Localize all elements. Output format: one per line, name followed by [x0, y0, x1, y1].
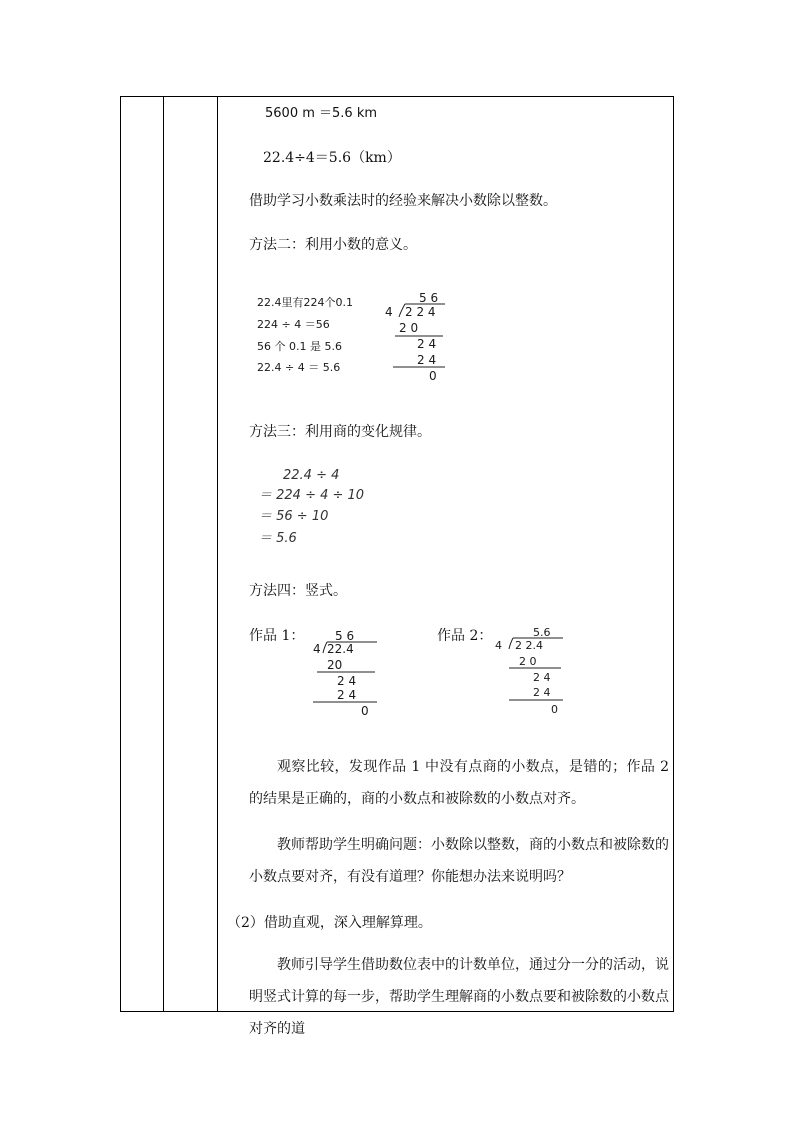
work1-label: 作品 1： [249, 628, 305, 644]
teacher-guide-paragraph: 教师引导学生借助数位表中的计数单位，通过分一分的活动，说明竖式计算的每一步，帮助学生理解商的小数点要和被除数的小数点对齐的道 [249, 957, 669, 1037]
work1-divisor: 4 [313, 642, 321, 656]
work2-long-division [495, 625, 569, 717]
section2-title: （2）借助直观，深入理解算理。 [227, 915, 432, 931]
method4-title: 方法四：竖式。 [249, 583, 347, 599]
method2-step-1: 2 0 [399, 321, 419, 335]
method3-title: 方法三：利用商的变化规律。 [249, 424, 431, 440]
method3-step-2: ＝ 224 ÷ 4 ÷ 10 [259, 488, 365, 503]
method2-note-2: 224 ÷ 4 ＝56 [257, 318, 330, 331]
method2-note-3: 56 个 0.1 是 5.6 [257, 340, 342, 353]
column-divider-1 [163, 97, 164, 1011]
work2-dividend: 2 2.4 [515, 639, 543, 652]
method1-note: 借助学习小数乘法时的经验来解决小数除以整数。 [249, 193, 557, 209]
method2-long-division [383, 291, 453, 383]
equation-line: 22.4÷4＝5.6（km） [263, 150, 401, 166]
method2-note-4: 22.4 ÷ 4 ＝ 5.6 [257, 361, 341, 374]
teacher-question-paragraph: 教师帮助学生明确问题：小数除以整数，商的小数点和被除数的小数点要对齐，有没有道理？你能想办法来说明吗？ [249, 837, 669, 885]
lesson-table [120, 96, 674, 1037]
method2-quotient: 5 6 [419, 291, 439, 305]
work2-step-4: 0 [551, 703, 558, 716]
work1-quotient: 5 6 [335, 629, 355, 643]
method2-step-4: 0 [429, 369, 437, 383]
method2-divisor: 4 [385, 305, 393, 319]
conversion-line: 5600 m ＝5.6 km [265, 106, 378, 121]
work2-divisor: 4 [495, 639, 502, 652]
work1-step-3: 2 4 [337, 688, 357, 702]
method3-step-3: ＝ 56 ÷ 10 [259, 509, 329, 524]
work1-step-4: 0 [361, 704, 369, 718]
work2-quotient: 5.6 [533, 626, 551, 639]
method2-note-1: 22.4里有224个0.1 [257, 296, 353, 309]
work1-step-2: 2 4 [337, 674, 357, 688]
work1-long-division [313, 629, 385, 717]
work1-dividend: 22.4 [327, 642, 354, 656]
work2-step-2: 2 4 [533, 671, 551, 684]
work2-label: 作品 2： [437, 628, 493, 644]
method2-title: 方法二：利用小数的意义。 [249, 237, 417, 253]
method2-step-2: 2 4 [417, 337, 437, 351]
method3-step-1: 22.4 ÷ 4 [283, 468, 340, 483]
observation-paragraph: 观察比较，发现作品 1 中没有点商的小数点，是错的；作品 2 的结果是正确的，商的小数点和被除数的小数点对齐。 [249, 759, 669, 807]
work2-step-1: 2 0 [519, 655, 537, 668]
work1-step-1: 20 [327, 658, 343, 672]
method2-step-3: 2 4 [417, 353, 437, 367]
method2-dividend: 2 2 4 [405, 305, 436, 319]
lesson-content-cell [217, 97, 673, 1037]
method3-step-4: ＝ 5.6 [259, 531, 297, 546]
work2-step-3: 2 4 [533, 686, 551, 699]
